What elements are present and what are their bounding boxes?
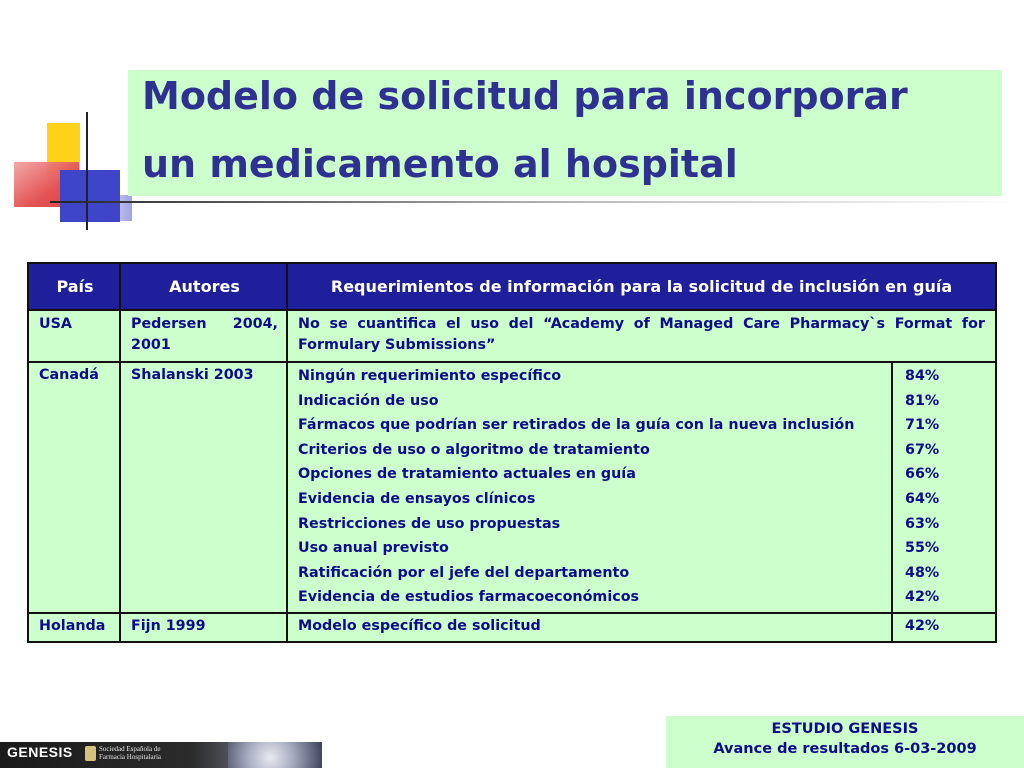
decor-vertical-line — [86, 112, 88, 230]
cell-requerimiento: Modelo específico de solicitud — [298, 618, 541, 634]
header-requerimientos: Requerimientos de información para la solicitud de inclusión en guía — [330, 277, 953, 296]
cell-autores: Pedersen 2004, 2001 — [131, 316, 278, 353]
column-divider — [119, 264, 121, 309]
percentage-value: 71% — [905, 417, 940, 434]
list-item: Evidencia de estudios farmacoeconómicos — [298, 589, 640, 606]
column-divider — [891, 612, 893, 641]
column-divider — [119, 309, 121, 361]
requirements-table — [27, 262, 997, 643]
footer-photo — [228, 742, 322, 768]
percentage-value: 66% — [905, 466, 940, 483]
list-item: Indicación de uso — [298, 392, 439, 409]
table-row — [29, 612, 995, 641]
cell-autores: Shalanski 2003 — [131, 367, 254, 383]
header-autores: Autores — [169, 277, 240, 296]
cell-pais: Canadá — [39, 367, 99, 383]
percentage-value: 48% — [905, 564, 940, 581]
decor-horizontal-line — [50, 201, 1020, 203]
study-name: ESTUDIO GENESIS — [771, 721, 919, 737]
cell-autores: Fijn 1999 — [131, 618, 206, 634]
column-divider — [891, 361, 893, 612]
cell-pais: Holanda — [39, 618, 106, 634]
cell-pais: USA — [39, 316, 72, 332]
column-divider — [119, 612, 121, 641]
percentage-value: 64% — [905, 490, 940, 507]
results-date: Avance de resultados 6-03-2009 — [713, 741, 977, 757]
table-row — [29, 309, 995, 363]
requirements-list — [288, 364, 893, 610]
column-divider — [286, 264, 288, 309]
slide-title — [142, 62, 1002, 198]
cell-requerimiento: No se cuantifica el uso del “Academy of Managed Care Pharmacy`s Format for Formulary Submissions” — [298, 316, 985, 353]
table-header-row — [29, 264, 995, 311]
society-name: Sociedad Española de Farmacia Hospitalaria — [99, 745, 162, 761]
percentage-value: 42% — [905, 618, 940, 634]
list-item: Evidencia de ensayos clínicos — [298, 490, 536, 507]
list-item: Criterios de uso o algoritmo de tratamiento — [298, 441, 650, 458]
decor-blue-fade — [88, 195, 132, 221]
footer-study-box — [666, 716, 1024, 768]
column-divider — [286, 612, 288, 641]
title-line-1: Modelo de solicitud para incorporar — [142, 74, 908, 118]
society-seal-icon — [85, 746, 96, 761]
percentages-list — [893, 364, 995, 610]
list-item: Restricciones de uso propuestas — [298, 515, 561, 532]
header-pais: País — [56, 277, 94, 296]
percentage-value: 81% — [905, 392, 940, 409]
column-divider — [119, 361, 121, 612]
title-line-2: un medicamento al hospital — [142, 142, 738, 186]
column-divider — [286, 309, 288, 361]
list-item: Opciones de tratamiento actuales en guía — [298, 466, 636, 483]
percentage-value: 84% — [905, 368, 940, 384]
list-item: Ratificación por el jefe del departamento — [298, 564, 630, 581]
column-divider — [286, 361, 288, 612]
table-row — [29, 361, 995, 614]
percentage-value: 42% — [905, 589, 940, 606]
list-item: Ningún requerimiento específico — [298, 368, 562, 384]
percentage-value: 55% — [905, 540, 940, 557]
genesis-logo: GENESIS — [7, 744, 73, 760]
percentage-value: 67% — [905, 441, 940, 458]
percentage-value: 63% — [905, 515, 940, 532]
list-item: Uso anual previsto — [298, 540, 449, 557]
list-item: Fármacos que podrían ser retirados de la guía con la nueva inclusión — [298, 417, 855, 434]
